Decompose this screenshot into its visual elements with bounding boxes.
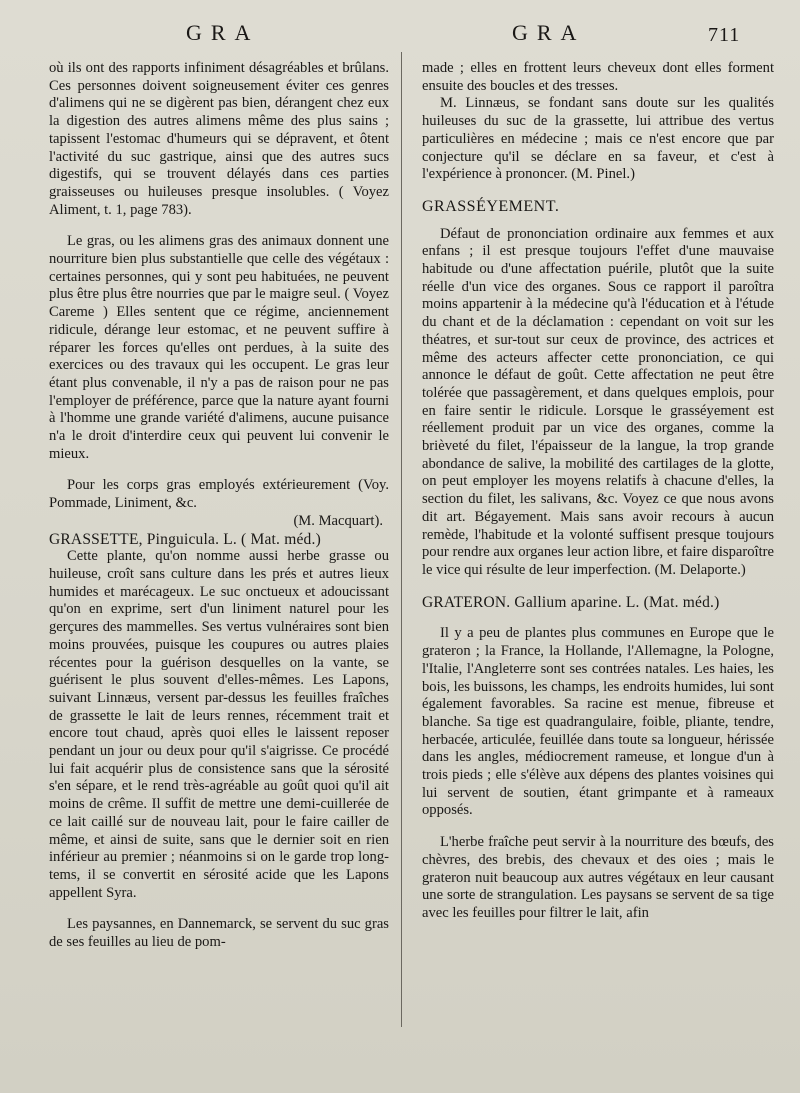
- paragraph-linnaeus: M. Linnæus, se fondant sans doute sur les qualités huileuses du suc de la grassette, lui attribue des vertus particulières en médecine ; mais ce n'est encore que par conjecture qu'il se déclare en sa faveur, et c'est à l'expérience à prononcer. (M. Pinel.): [422, 95, 774, 183]
- page-number: 711: [708, 24, 741, 46]
- paragraph-grasseyement: Défaut de prononciation ordinaire aux femmes et aux enfans ; il est presque toujours l'effet d'une mauvaise habitude ou d'une affectation puérile, plutôt que la suite réelle d'un vice des organes. Sous ce rapport il paroîtra moins appartenir à la médecine qu'à l'éducation et à l'étude du chant et de la déclamation : cependant on voit sur les théatres, et sur-tout sur ceux de province, des actrices et même des acteurs affecter cette prononciation, ce qui annonce le défaut de goût. Cette affectation ne peut être tolérée que passagèrement, et dans quelques emplois, pour en faire sentir le ridicule. Lorsque le grasséyement est réellement produit par un vice des organes, comme la brièveté du filet, l'épaisseur de la langue, la trop grande abondance de salive, la mobilité des cartilages de la glotte, on peut employer les moyens relatifs à chacune d'elles, la section du filet, les salivans, &c. Voyez ce que nous avons dit art. Bégayement. Mais sans avoir recours à aucun remède, l'habitude et la volonté suffisent presque toujours pour rendre aux organes leur action libre, et faire disparoître le vice qui résulte de leur imperfection. (M. Delaporte.): [422, 225, 774, 578]
- paragraph-continued-digestion: où ils ont des rapports infiniment désagréables et brûlans. Ces personnes doivent soigneusement éviter ces genres d'alimens qui ne se digèrent pas bien, dérangent chez eux la digestion des autres alimens même des plus sains ; tapissent l'estomac d'humeurs qui se dépravent, et ôtent l'activité du suc gastrique, ainsi que des autres sucs digestifs, qui se trouvent délayés dans ces parties graisseuses ou huileuses presque insolubles. ( Voyez Aliment, t. 1, page 783).: [49, 60, 389, 218]
- signature-macquart: (M. Macquart).: [293, 512, 383, 529]
- entry-heading-grateron: GRATERON. Gallium aparine. L. (Mat. méd.): [422, 593, 720, 611]
- running-head-left: GRA: [186, 20, 260, 45]
- entry-heading-grasseyement: GRASSÉYEMENT.: [422, 197, 560, 215]
- paragraph-gras: Le gras, ou les alimens gras des animaux donnent une nourriture bien plus substantielle que celle des végétaux : certaines personnes, qui y sont peu habituées, ne peuvent plus être plus être nourries que par le maigre seul. ( Voyez Careme ) Elles sentent que ce régime, anciennement ridicule, dérange leur estomac, et ne peuvent suffire à réparer les forces qu'elles ont perdues, à la suite des exercices ou des travaux qui les occupent. Le gras leur étant plus convenable, il n'y a pas de raison pour ne pas l'employer de préférence, parce que la nature ayant fourni à l'homme une grande variété d'alimens, aucune puisance n'a le droit d'interdire ceux qui peuvent lui convenir le mieux.: [49, 233, 389, 462]
- running-head-right: GRA: [512, 20, 586, 45]
- paragraph-grateron-description: Il y a peu de plantes plus communes en Europe que le grateron ; la France, la Hollande, l'Allemagne, la Pologne, l'Italie, l'Angleterre sont ses contrées natales. Les haies, les bois, les buissons, les champs, les endroits humides, lui sont également favorables. Sa racine est menue, fibreuse et blanche. Sa tige est quadrangulaire, foible, pliante, tendre, herbacée, articulée, feuillée dans toute sa longueur, hérissée dans les angles, médiocrement rameuse, et longue d'un à trois pieds ; elle s'élève aux dépens des plantes voisines qui lui servent de soutien, étant grimpante et à rameaux opposés.: [422, 625, 774, 819]
- right-column: [422, 60, 774, 1080]
- paragraph-grassette: Cette plante, qu'on nomme aussi herbe grasse ou huileuse, croît sans culture dans les prés et autres lieux humides et marécageux. Le suc onctueux et adoucissant qu'on en exprime, sert d'un liniment naturel pour les gerçures des mammelles. Ses vertus vulnéraires sont bien moins prouvées, puisque les coupures ou autres plaies récentes pour la guérison desquelles on la vante, se guérisent le plus souvent d'elles-mêmes. Les Lapons, suivant Linnæus, versent par-dessus les feuilles fraîches de grassette le lait de leurs rennes, récemment trait et encore tout chaud, après quoi elles le laissent reposer pendant un jour ou deux pour qu'il s'aigrisse. Ce procédé lui fait acquérir plus de consistence sans que la sérosité s'en sépare, et le rend très-agréable au goût quoi qu'il ait moins de crême. Il suffit de mettre une demi-cuillerée de ce lait caillé sur de nouveau lait, pour le faire cailler de même, et ainsi de suite, sans que le dernier soit en rien inférieur au premier ; néanmoins si on le garde trop long-tems, il se convertit en sérosité acide que les Lapons appellent Syra.: [49, 548, 389, 901]
- running-head: [0, 20, 800, 50]
- paragraph-grateron-usage: L'herbe fraîche peut servir à la nourriture des bœufs, des chèvres, des brebis, des chevaux et des oies ; mais le grateron nuit beaucoup aux autres végétaux en leur causant une sorte de strangulation. Les paysans se servent de sa tige avec les feuilles pour filtrer le lait, afin: [422, 834, 774, 921]
- paragraph-corps-gras: Pour les corps gras employés extérieurement (Voy. Pommade, Liniment, &c.: [49, 477, 389, 512]
- paragraph-paysannes: Les paysannes, en Dannemarck, se servent du suc gras de ses feuilles au lieu de pom-: [49, 916, 389, 951]
- entry-heading-grassette: GRASSETTE, Pinguicula. L. ( Mat. méd.): [49, 530, 321, 548]
- column-divider: [401, 52, 402, 1027]
- left-column: [49, 60, 389, 1080]
- paragraph-pommade-continued: made ; elles en frottent leurs cheveux dont elles forment ensuite des boucles et des tresses.: [422, 60, 774, 94]
